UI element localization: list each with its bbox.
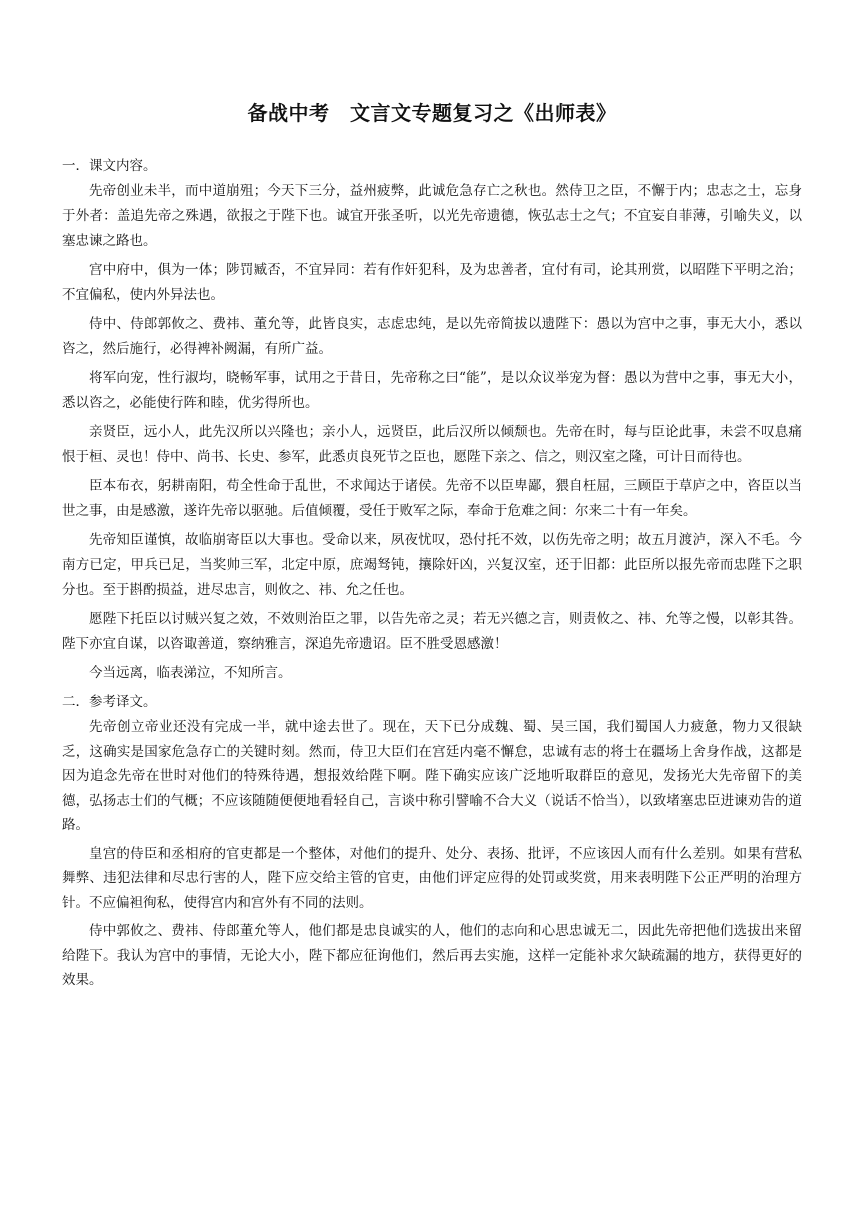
text-paragraph: 将军向宠，性行淑均，晓畅军事，试用之于昔日，先帝称之曰“能”，是以众议举宠为督：愚以为营中之事，事无大小，悉以咨之，必能使行阵和睦，优劣得所也。	[62, 370, 802, 411]
section-heading-translation: 二．参考译文。	[62, 694, 157, 710]
translation-paragraph: 皇宫的侍臣和丞相府的官吏都是一个整体，对他们的提升、处分、表扬、批评，不应该因人而有什么差别。如果有营私舞弊、违犯法律和尽忠行害的人，陛下应交给主管的官吏，由他们评定应得的处罚或奖赏，用来表明陛下公正严明的治理方针。不应偏袒徇私，使得宫内和宫外有不同的法则。	[62, 845, 802, 911]
text-paragraph: 侍中、侍郎郭攸之、费祎、董允等，此皆良实，志虑忠纯，是以先帝简拔以遗陛下：愚以为宫中之事，事无大小，悉以咨之，然后施行，必得裨补阙漏，有所广益。	[62, 316, 802, 357]
section-translation	[62, 690, 802, 993]
text-paragraph: 先帝创业未半，而中道崩殂；今天下三分，益州疲弊，此诚危急存亡之秋也。然侍卫之臣，不懈于内；忠志之士，忘身于外者：盖追先帝之殊遇，欲报之于陛下也。诚宜开张圣听，以光先帝遗德，恢弘志士之气；不宜妄自菲薄，引喻失义，以塞忠谏之路也。	[62, 183, 802, 249]
text-paragraph: 臣本布衣，躬耕南阳，苟全性命于乱世，不求闻达于诸侯。先帝不以臣卑鄙，猥自枉屈，三顾臣于草庐之中，咨臣以当世之事，由是感激，遂许先帝以驱驰。后值倾覆，受任于败军之际，奉命于危难之间：尔来二十有一年矣。	[62, 478, 802, 519]
document-title: 备战中考 文言文专题复习之《出师表》	[247, 101, 617, 125]
section-heading-text: 一．课文内容。	[62, 158, 157, 174]
document-page	[62, 98, 802, 997]
text-paragraph: 今当远离，临表涕泣，不知所言。	[89, 665, 292, 681]
text-paragraph: 愿陛下托臣以讨贼兴复之效，不效则治臣之罪，以告先帝之灵；若无兴德之言，则责攸之、祎、允等之慢，以彰其咎。陛下亦宜自谋，以咨诹善道，察纳雅言，深追先帝遗诏。臣不胜受恩感激！	[62, 611, 802, 652]
text-paragraph: 先帝知臣谨慎，故临崩寄臣以大事也。受命以来，夙夜忧叹，恐付托不效，以伤先帝之明；故五月渡泸，深入不毛。今南方已定，甲兵已足，当奖帅三军，北定中原，庶竭驽钝，攘除奸凶，兴复汉室，还于旧都：此臣所以报先帝而忠陛下之职分也。至于斟酌损益，进尽忠言，则攸之、祎、允之任也。	[62, 532, 802, 598]
text-paragraph: 亲贤臣，远小人，此先汉所以兴隆也；亲小人，远贤臣，此后汉所以倾颓也。先帝在时，每与臣论此事，未尝不叹息痛恨于桓、灵也！侍中、尚书、长史、参军，此悉贞良死节之臣也，愿陛下亲之、信之，则汉室之隆，可计日而待也。	[62, 424, 802, 465]
text-paragraph: 宫中府中，俱为一体；陟罚臧否，不宜异同：若有作奸犯科，及为忠善者，宜付有司，论其刑赏，以昭陛下平明之治；不宜偏私，使内外异法也。	[62, 262, 802, 303]
translation-paragraph: 先帝创立帝业还没有完成一半，就中途去世了。现在，天下已分成魏、蜀、吴三国，我们蜀国人力疲惫，物力又很缺乏，这确实是国家危急存亡的关键时刻。然而，侍卫大臣们在宫廷内毫不懈怠，忠诚有志的将士在疆场上舍身作战，这都是因为追念先帝在世时对他们的特殊待遇，想报效给陛下啊。陛下确实应该广泛地听取群臣的意见，发扬光大先帝留下的美德，弘扬志士们的气概；不应该随随便便地看轻自己，言谈中称引譬喻不合大义（说话不恰当），以致堵塞忠臣进谏劝告的道路。	[62, 719, 802, 833]
translation-paragraph: 侍中郭攸之、费祎、侍郎董允等人，他们都是忠良诚实的人，他们的志向和心思忠诚无二，因此先帝把他们选拔出来留给陛下。我认为宫中的事情，无论大小，陛下都应征询他们，然后再去实施，这样一定能补求欠缺疏漏的地方，获得更好的效果。	[62, 923, 802, 988]
section-text	[62, 154, 802, 686]
